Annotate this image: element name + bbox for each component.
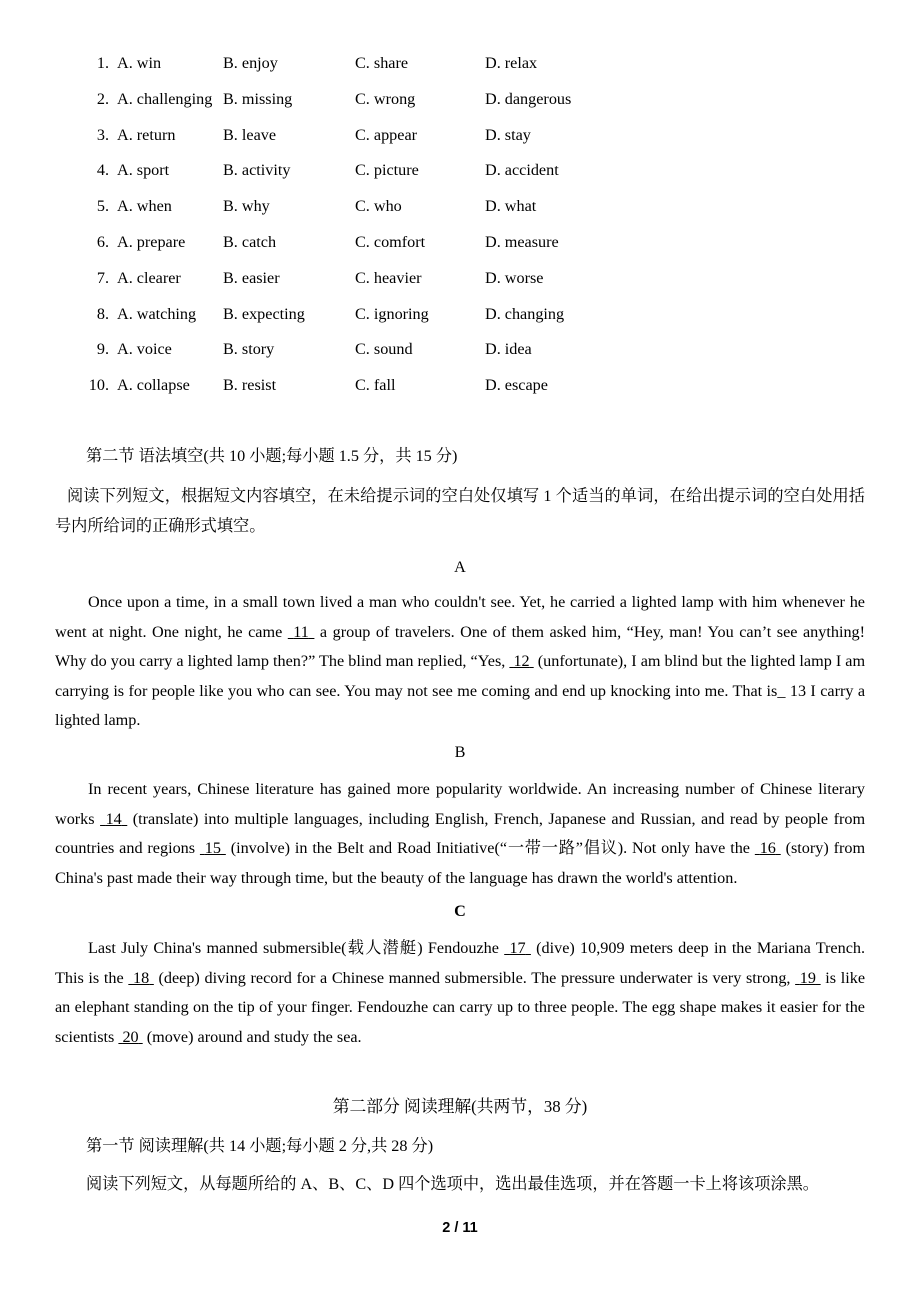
passage-a-text-3: (unfortunate), I am blind but the lighted lamp I am carrying is for people like you who can see. You may not see me coming and end up knocking into me. That is_ [55,652,866,700]
option-a[interactable]: A. return [117,125,176,144]
option-number: 3. [96,125,109,144]
blank-11[interactable]: 11 [293,622,309,641]
option-c[interactable]: C. appear [355,125,418,144]
option-number: 7. [96,268,109,287]
option-number: 2. [96,89,109,108]
passage-c-text-4: is like an elephant standing on the tip of your finger. Fendouzhe can carry up to three people. The egg shape makes it easier for the scientists [55,968,866,1046]
option-b[interactable]: B. expecting [223,304,305,323]
part-two-subsection-heading: 第一节 阅读理解(共 14 小题;每小题 2 分,共 28 分) [86,1137,434,1155]
option-b[interactable]: B. enjoy [223,54,278,72]
option-row [55,297,865,333]
option-c[interactable]: C. ignoring [355,304,429,323]
option-c[interactable]: C. picture [355,161,419,180]
option-d[interactable]: D. dangerous [485,89,572,108]
passage-a-text-2: a group of travelers. One of them asked him, “Hey, man! You can’t see anything! Why do you carry a lighted lamp then?” The blind man replied, “Yes, [55,622,866,671]
option-c[interactable]: C. sound [355,340,413,359]
passage-c-text-1: Last July China's manned submersible(载人潜艇) Fendouzhe [88,939,499,957]
option-b[interactable]: B. resist [223,376,277,395]
option-c[interactable]: C. heavier [355,268,422,287]
passage-a-label: A [454,558,466,576]
option-d[interactable]: D. idea [485,340,532,359]
page-number: 2 / 11 [442,1220,478,1236]
blank-14[interactable]: 14 [105,809,122,828]
option-d[interactable]: D. escape [485,376,548,395]
blank-16[interactable]: 16 [759,839,776,858]
option-row [55,332,865,368]
passage-c-text-5: (move) around and study the sea. [146,1027,362,1046]
option-c[interactable]: C. comfort [355,232,426,251]
passage-a-body [55,588,865,736]
option-d[interactable]: D. worse [485,268,544,287]
option-b[interactable]: B. why [223,197,270,216]
option-number: 8. [96,304,109,323]
blank-18[interactable]: 18 [132,968,150,987]
option-d[interactable]: D. measure [485,232,559,251]
option-a[interactable]: A. win [117,54,162,72]
option-number: 10. [88,376,109,395]
passage-b-text-2: (translate) into multiple languages, including English, French, Japanese and Russian, and read by people from countries and regions [55,809,866,858]
option-number: 5. [96,197,109,216]
passage-b-text-4: (story) from China's past made their way through time, but the beauty of the language has drawn the world's attention. [55,839,866,887]
section-two-heading: 第二节 语法填空(共 10 小题;每小题 1.5 分，共 15 分) [86,447,458,465]
option-b[interactable]: B. easier [223,268,280,287]
cloze-options-list [55,46,865,404]
blank-12[interactable]: 12 [513,652,530,671]
option-row [55,153,865,189]
option-number: 6. [96,232,109,251]
blank-19[interactable]: 19 [799,968,816,987]
option-d[interactable]: D. what [485,197,537,216]
option-a[interactable]: A. challenging [117,89,213,108]
option-row [55,189,865,225]
option-number: 4. [96,161,109,180]
part-two-instruction: 阅读下列短文，从每题所给的 A、B、C、D 四个选项中，选出最佳选项，并在答题一卡上将该项涂黑。 [86,1175,819,1193]
option-row [55,46,865,82]
passage-b-text-3: (involve) in the Belt and Road Initiative(“一带一路”倡议). Not only have the [230,839,750,858]
option-d[interactable]: D. changing [485,304,565,323]
option-a[interactable]: A. when [117,197,172,216]
option-a[interactable]: A. voice [117,340,172,359]
option-c[interactable]: C. wrong [355,89,416,108]
option-a[interactable]: A. clearer [117,268,181,287]
passage-a-text-1: Once upon a time, in a small town lived a man who couldn't see. Yet, he carried a lighted lamp with him whenever he went at night. One night, he came [55,593,865,641]
option-c[interactable]: C. share [355,54,409,72]
blank-13[interactable]: 13 [789,681,807,700]
option-number: 9. [96,340,109,359]
passage-c-text-3: (deep) diving record for a Chinese manned submersible. The pressure underwater is very strong, [158,968,791,987]
option-row [55,118,865,154]
option-b[interactable]: B. leave [223,125,277,144]
option-row [55,368,865,404]
option-a[interactable]: A. sport [117,161,170,180]
option-a[interactable]: A. collapse [117,376,190,395]
option-a[interactable]: A. prepare [117,232,186,251]
passage-b-body [55,775,865,893]
passage-b-text-1: In recent years, Chinese literature has gained more popularity worldwide. An increasing number of Chinese literary works [55,780,865,828]
option-a[interactable]: A. watching [117,304,197,323]
passage-b-label: B [454,743,466,761]
option-row [55,225,865,261]
passage-a-text-4: I carry a lighted lamp. [55,681,866,730]
passage-c-text-2: (dive) 10,909 meters deep in the Mariana Trench. This is the [55,939,866,987]
option-row [55,82,865,118]
option-row [55,261,865,297]
option-d[interactable]: D. accident [485,161,559,180]
section-two-instruction: 阅读下列短文，根据短文内容填空，在未给提示词的空白处仅填写 1 个适当的单词，在给出提示词的空白处用括号内所给词的正确形式填空。 [55,487,865,535]
blank-15[interactable]: 15 [204,839,221,858]
option-b[interactable]: B. missing [223,89,293,108]
option-c[interactable]: C. who [355,197,402,216]
option-d[interactable]: D. relax [485,54,538,72]
option-b[interactable]: B. catch [223,232,277,251]
option-c[interactable]: C. fall [355,376,396,395]
option-number: 1. [96,54,109,72]
part-two-heading: 第二部分 阅读理解(共两节，38 分) [332,1097,588,1116]
option-b[interactable]: B. activity [223,161,291,180]
passage-c-body [55,934,865,1052]
blank-20[interactable]: 20 [122,1027,139,1046]
passage-c-label: C [454,902,466,920]
option-b[interactable]: B. story [223,340,275,359]
blank-17[interactable]: 17 [509,939,526,957]
option-d[interactable]: D. stay [485,125,531,144]
